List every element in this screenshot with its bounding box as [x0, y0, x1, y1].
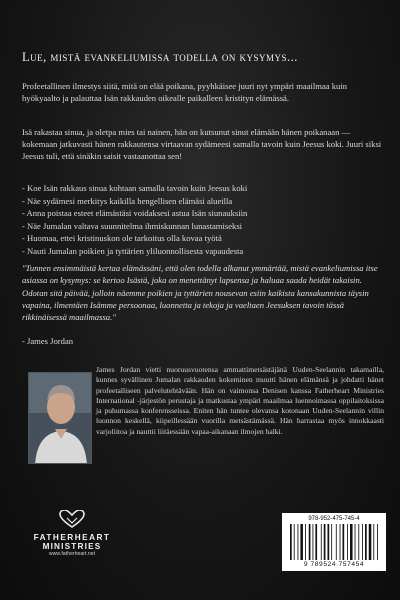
logo-line-2: MINISTRIES [42, 542, 102, 551]
intro-paragraph: Profeetallinen ilmestys siitä, mitä on elää poikana, pyyhkäisee juuri nyt ympäri maailmaa kuin hyökyaalto ja palauttaa Isän rakkauden oikealle paikalleen kristityn elämässä. [22, 81, 348, 104]
list-item: - Huomaa, ettei kristinuskon ole tarkoitus olla kovaa työtä [22, 232, 382, 245]
benefit-list [22, 182, 382, 258]
list-item: - Näe sydämesi merkitys kaikilla hengellisen elämäsi alueilla [22, 195, 382, 208]
quote-attribution: - James Jordan [22, 336, 74, 346]
list-item: - Anna poistaa esteet elämästäsi voidaksesi astua Isän siunauksiin [22, 207, 382, 220]
body-paragraph: Isä rakastaa sinua, ja oletpa mies tai nainen, hän on kutsunut sinut elämään hänen poikanaan — kokemaan jatkuvasti hänen rakkautensa virtaavan sydämeesi samalla tavoin kuin Jeesus koki. Juuri siksi Jeesus tuli, että sinäkin saisit vastaanottaa sen! [22, 127, 382, 162]
ministry-logo-icon [57, 510, 87, 528]
barcode-icon [290, 524, 378, 560]
logo-line-1: FATHERHEART [33, 533, 111, 542]
isbn-label: 978-952-475-745-4 [308, 516, 360, 522]
isbn-digits: 9 789524 757454 [303, 561, 365, 568]
list-item: - Nauti Jumalan poikien ja tyttärien yliluonnollisesta vapaudesta [22, 245, 382, 258]
headline: Lue, mistä evankeliumissa todella on kysymys... [22, 50, 298, 64]
author-bio: James Jordan vietti nuoruusvuotensa ammattimetsästäjänä Uuden-Seelannin takamailla, kunnes syvällinen Jumalan rakkauden kokeminen muutti hänen elämänsä ja johdatti hänet profeetalliseen palvelutehtävään. Hän on vaimonsa Denisen kanssa Fatherheart Ministries International -järjestön perustaja ja matkustaa ympäri maailmaa luennoimassa oppilaitoksissa ja puhumassa konferensseissa. Eniten hän tuntee olevansa kotonaan Uuden-Seelannin villin luonnon keskellä, kiipeillessään vuorilla metsästämässä. Hän harrastaa myös innokkaasti varjoliitoa ja nauttii liitäessään vapaa-aikanaan ilmojen halki. [96, 365, 384, 436]
author-quote: "Tunnen ensimmäistä kertaa elämässäni, että olen todella alkanut ymmärtää, mistä evankeliumissa itse asiassa on kysymys: se kertoo Isästä, joka on menettänyt lapsensa ja haluaa saada heidät takaisin. Odotan sitä päivää, jolloin näemme poikien ja tyttärien nousevan esiin kaikista kansakunnista täysin vapaina, ilmentäen Isämme persoonaa, luonnetta ja tekoja ja vaeltaen Jeesuksen tavoin tässä rikkinäisessä maailmassa." [22, 263, 378, 323]
author-portrait-image [29, 373, 92, 464]
logo-url: www.fatherheart.net [48, 551, 96, 557]
isbn-barcode [282, 513, 386, 571]
publisher-logo [30, 510, 114, 557]
list-item: - Koe Isän rakkaus sinua kohtaan samalla tavoin kuin Jeesus koki [22, 182, 382, 195]
list-item: - Näe Jumalan valtava suunnitelma ihmiskunnan lunastamiseksi [22, 220, 382, 233]
author-photo [28, 372, 92, 464]
